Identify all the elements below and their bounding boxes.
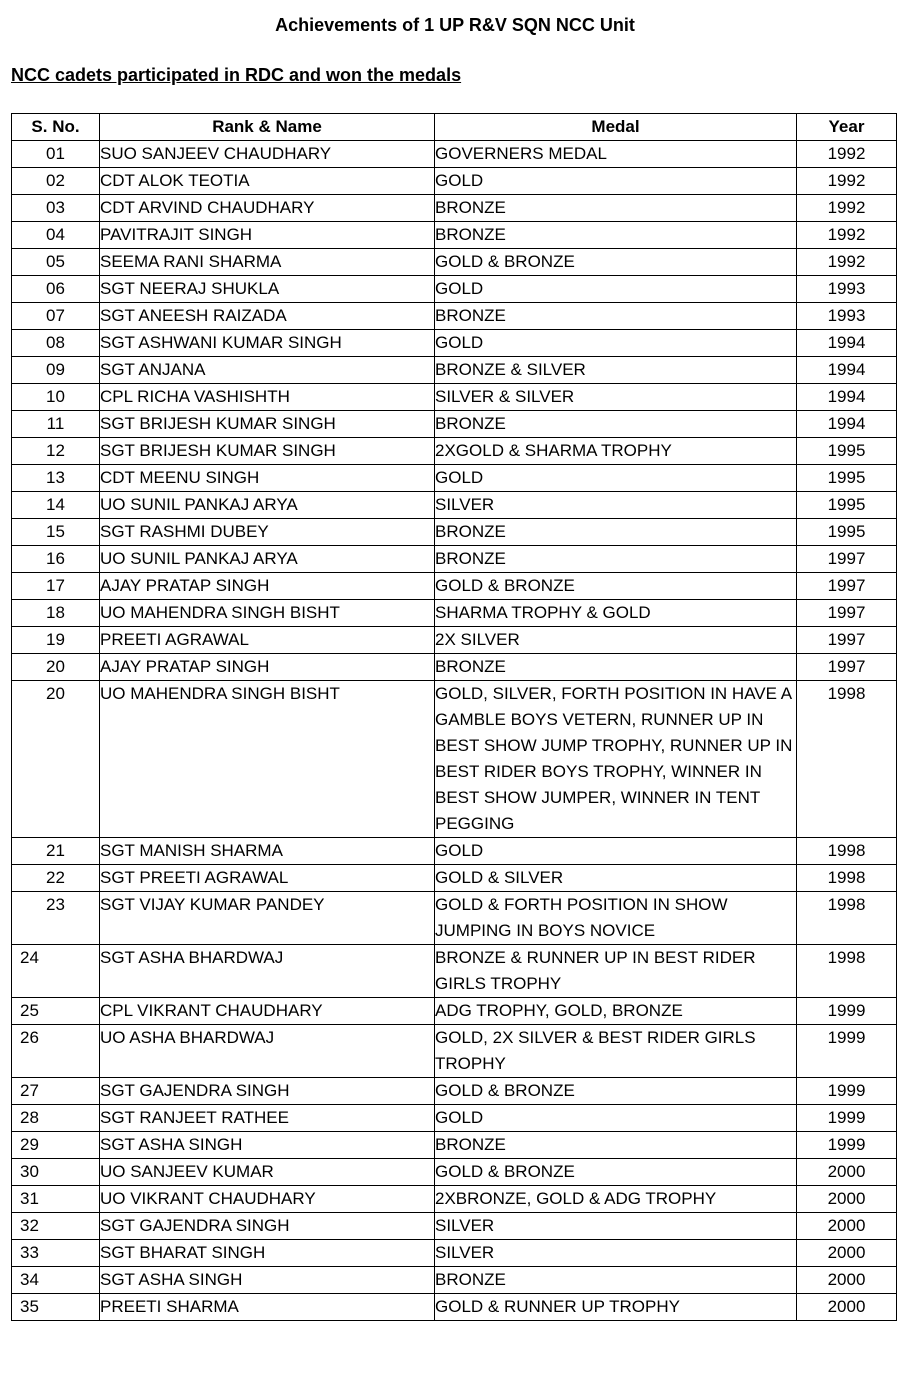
table-row xyxy=(12,141,897,168)
cell-sno: 08 xyxy=(12,330,100,357)
cell-sno: 29 xyxy=(12,1132,100,1159)
cell-sno: 27 xyxy=(12,1078,100,1105)
table-row xyxy=(12,945,897,998)
cell-rank-name: SGT ASHA BHARDWAJ xyxy=(100,945,435,998)
cell-medal: GOLD & BRONZE xyxy=(435,1078,797,1105)
cell-sno: 02 xyxy=(12,168,100,195)
table-row xyxy=(12,249,897,276)
cell-medal: SHARMA TROPHY & GOLD xyxy=(435,600,797,627)
table-row xyxy=(12,865,897,892)
cell-medal: GOLD & SILVER xyxy=(435,865,797,892)
cell-sno: 28 xyxy=(12,1105,100,1132)
cell-year: 1994 xyxy=(797,384,897,411)
cell-year: 1995 xyxy=(797,519,897,546)
cell-medal: BRONZE xyxy=(435,303,797,330)
cell-rank-name: SGT ASHA SINGH xyxy=(100,1267,435,1294)
cell-sno: 34 xyxy=(12,1267,100,1294)
cell-year: 1992 xyxy=(797,141,897,168)
cell-rank-name: SGT NEERAJ SHUKLA xyxy=(100,276,435,303)
cell-medal: BRONZE xyxy=(435,411,797,438)
cell-year: 2000 xyxy=(797,1186,897,1213)
cell-sno: 18 xyxy=(12,600,100,627)
cell-sno: 32 xyxy=(12,1213,100,1240)
table-row xyxy=(12,1186,897,1213)
cell-medal: GOLD xyxy=(435,276,797,303)
cell-rank-name: CDT ARVIND CHAUDHARY xyxy=(100,195,435,222)
table-row xyxy=(12,1159,897,1186)
cell-rank-name: CDT ALOK TEOTIA xyxy=(100,168,435,195)
cell-medal: BRONZE xyxy=(435,222,797,249)
table-row xyxy=(12,1294,897,1321)
cell-rank-name: SGT ASHA SINGH xyxy=(100,1132,435,1159)
cell-year: 1997 xyxy=(797,546,897,573)
cell-rank-name: SGT RANJEET RATHEE xyxy=(100,1105,435,1132)
table-row xyxy=(12,465,897,492)
cell-medal: BRONZE & RUNNER UP IN BEST RIDER GIRLS TROPHY xyxy=(435,945,797,998)
cell-sno: 30 xyxy=(12,1159,100,1186)
cell-medal: GOLD, SILVER, FORTH POSITION IN HAVE A GAMBLE BOYS VETERN, RUNNER UP IN BEST SHOW JUMP TROPHY, RUNNER UP IN BEST RIDER BOYS TROPHY, WINNER IN BEST SHOW JUMPER, WINNER IN TENT PEGGING xyxy=(435,681,797,838)
cell-year: 2000 xyxy=(797,1159,897,1186)
cell-rank-name: SGT BRIJESH KUMAR SINGH xyxy=(100,438,435,465)
cell-year: 1997 xyxy=(797,654,897,681)
cell-rank-name: SGT GAJENDRA SINGH xyxy=(100,1213,435,1240)
cell-rank-name: SGT ANEESH RAIZADA xyxy=(100,303,435,330)
cell-rank-name: SEEMA RANI SHARMA xyxy=(100,249,435,276)
table-header-row xyxy=(12,114,897,141)
table-row xyxy=(12,838,897,865)
cell-sno: 04 xyxy=(12,222,100,249)
cell-year: 1999 xyxy=(797,998,897,1025)
cell-year: 2000 xyxy=(797,1267,897,1294)
cell-medal: GOLD xyxy=(435,330,797,357)
cell-medal: GOLD xyxy=(435,1105,797,1132)
table-row xyxy=(12,681,897,838)
cell-medal: SILVER xyxy=(435,1240,797,1267)
cell-sno: 01 xyxy=(12,141,100,168)
table-row xyxy=(12,330,897,357)
cell-medal: BRONZE xyxy=(435,519,797,546)
cell-sno: 06 xyxy=(12,276,100,303)
cell-rank-name: SGT PREETI AGRAWAL xyxy=(100,865,435,892)
cell-sno: 26 xyxy=(12,1025,100,1078)
cell-year: 1998 xyxy=(797,865,897,892)
cell-year: 1995 xyxy=(797,465,897,492)
cell-sno: 31 xyxy=(12,1186,100,1213)
cell-rank-name: PAVITRAJIT SINGH xyxy=(100,222,435,249)
cell-sno: 22 xyxy=(12,865,100,892)
cell-rank-name: CPL VIKRANT CHAUDHARY xyxy=(100,998,435,1025)
table-row xyxy=(12,438,897,465)
cell-year: 1993 xyxy=(797,276,897,303)
cell-year: 1999 xyxy=(797,1025,897,1078)
cell-sno: 07 xyxy=(12,303,100,330)
cell-year: 2000 xyxy=(797,1240,897,1267)
document-title: Achievements of 1 UP R&V SQN NCC Unit xyxy=(275,15,635,35)
cell-year: 1999 xyxy=(797,1105,897,1132)
cell-year: 1997 xyxy=(797,627,897,654)
table-row xyxy=(12,573,897,600)
cell-rank-name: PREETI SHARMA xyxy=(100,1294,435,1321)
cell-sno: 10 xyxy=(12,384,100,411)
cell-rank-name: SUO SANJEEV CHAUDHARY xyxy=(100,141,435,168)
cell-year: 1992 xyxy=(797,195,897,222)
cell-medal: BRONZE & SILVER xyxy=(435,357,797,384)
cell-medal: GOLD & BRONZE xyxy=(435,249,797,276)
cell-year: 2000 xyxy=(797,1294,897,1321)
cell-rank-name: SGT ANJANA xyxy=(100,357,435,384)
cell-sno: 16 xyxy=(12,546,100,573)
cell-sno: 13 xyxy=(12,465,100,492)
table-row xyxy=(12,357,897,384)
header-sno: S. No. xyxy=(12,114,100,141)
cell-sno: 09 xyxy=(12,357,100,384)
header-medal: Medal xyxy=(435,114,797,141)
table-row xyxy=(12,1267,897,1294)
cell-medal: GOLD xyxy=(435,838,797,865)
cell-medal: SILVER xyxy=(435,1213,797,1240)
table-row xyxy=(12,492,897,519)
cell-year: 1992 xyxy=(797,168,897,195)
table-row xyxy=(12,1078,897,1105)
cell-year: 1995 xyxy=(797,492,897,519)
table-row xyxy=(12,998,897,1025)
cell-rank-name: SGT RASHMI DUBEY xyxy=(100,519,435,546)
cell-year: 1999 xyxy=(797,1132,897,1159)
cell-medal: GOLD & BRONZE xyxy=(435,573,797,600)
cell-year: 1998 xyxy=(797,838,897,865)
cell-sno: 35 xyxy=(12,1294,100,1321)
table-row xyxy=(12,1213,897,1240)
cell-medal: BRONZE xyxy=(435,654,797,681)
cell-year: 2000 xyxy=(797,1213,897,1240)
cell-medal: GOLD, 2X SILVER & BEST RIDER GIRLS TROPHY xyxy=(435,1025,797,1078)
cell-rank-name: SGT VIJAY KUMAR PANDEY xyxy=(100,892,435,945)
table-row xyxy=(12,303,897,330)
cell-rank-name: AJAY PRATAP SINGH xyxy=(100,573,435,600)
table-row xyxy=(12,1025,897,1078)
table-body xyxy=(12,141,897,1321)
section-heading: NCC cadets participated in RDC and won the medals xyxy=(11,65,462,85)
cell-rank-name: SGT BRIJESH KUMAR SINGH xyxy=(100,411,435,438)
cell-year: 1997 xyxy=(797,573,897,600)
medals-table xyxy=(11,113,897,1321)
cell-rank-name: PREETI AGRAWAL xyxy=(100,627,435,654)
cell-rank-name: CPL RICHA VASHISHTH xyxy=(100,384,435,411)
cell-sno: 19 xyxy=(12,627,100,654)
cell-year: 1992 xyxy=(797,222,897,249)
cell-year: 1994 xyxy=(797,357,897,384)
table-row xyxy=(12,627,897,654)
cell-medal: SILVER & SILVER xyxy=(435,384,797,411)
cell-sno: 14 xyxy=(12,492,100,519)
table-row xyxy=(12,519,897,546)
cell-rank-name: SGT MANISH SHARMA xyxy=(100,838,435,865)
cell-sno: 11 xyxy=(12,411,100,438)
cell-rank-name: UO SANJEEV KUMAR xyxy=(100,1159,435,1186)
cell-sno: 03 xyxy=(12,195,100,222)
cell-rank-name: UO MAHENDRA SINGH BISHT xyxy=(100,681,435,838)
cell-rank-name: UO MAHENDRA SINGH BISHT xyxy=(100,600,435,627)
cell-medal: BRONZE xyxy=(435,546,797,573)
cell-year: 1998 xyxy=(797,945,897,998)
cell-year: 1998 xyxy=(797,892,897,945)
header-year: Year xyxy=(797,114,897,141)
table-row xyxy=(12,546,897,573)
cell-sno: 23 xyxy=(12,892,100,945)
cell-year: 1998 xyxy=(797,681,897,838)
cell-rank-name: UO ASHA BHARDWAJ xyxy=(100,1025,435,1078)
cell-medal: GOLD & RUNNER UP TROPHY xyxy=(435,1294,797,1321)
cell-rank-name: SGT GAJENDRA SINGH xyxy=(100,1078,435,1105)
cell-sno: 12 xyxy=(12,438,100,465)
cell-sno: 20 xyxy=(12,654,100,681)
table-row xyxy=(12,276,897,303)
cell-sno: 33 xyxy=(12,1240,100,1267)
cell-rank-name: SGT BHARAT SINGH xyxy=(100,1240,435,1267)
cell-medal: GOLD & FORTH POSITION IN SHOW JUMPING IN BOYS NOVICE xyxy=(435,892,797,945)
cell-rank-name: AJAY PRATAP SINGH xyxy=(100,654,435,681)
table-row xyxy=(12,1132,897,1159)
table-row xyxy=(12,195,897,222)
cell-year: 1993 xyxy=(797,303,897,330)
cell-medal: GOLD & BRONZE xyxy=(435,1159,797,1186)
table-row xyxy=(12,892,897,945)
cell-year: 1999 xyxy=(797,1078,897,1105)
table-row xyxy=(12,654,897,681)
table-row xyxy=(12,1105,897,1132)
cell-year: 1994 xyxy=(797,330,897,357)
cell-sno: 20 xyxy=(12,681,100,838)
table-row xyxy=(12,168,897,195)
cell-rank-name: SGT ASHWANI KUMAR SINGH xyxy=(100,330,435,357)
cell-sno: 21 xyxy=(12,838,100,865)
cell-medal: 2XBRONZE, GOLD & ADG TROPHY xyxy=(435,1186,797,1213)
table-row xyxy=(12,222,897,249)
cell-medal: 2XGOLD & SHARMA TROPHY xyxy=(435,438,797,465)
cell-sno: 24 xyxy=(12,945,100,998)
header-rank-name: Rank & Name xyxy=(100,114,435,141)
table-row xyxy=(12,384,897,411)
cell-year: 1992 xyxy=(797,249,897,276)
cell-medal: BRONZE xyxy=(435,195,797,222)
cell-year: 1994 xyxy=(797,411,897,438)
cell-sno: 25 xyxy=(12,998,100,1025)
table-row xyxy=(12,600,897,627)
cell-medal: BRONZE xyxy=(435,1267,797,1294)
cell-rank-name: UO VIKRANT CHAUDHARY xyxy=(100,1186,435,1213)
cell-sno: 05 xyxy=(12,249,100,276)
table-row xyxy=(12,1240,897,1267)
cell-rank-name: CDT MEENU SINGH xyxy=(100,465,435,492)
cell-medal: ADG TROPHY, GOLD, BRONZE xyxy=(435,998,797,1025)
cell-medal: GOLD xyxy=(435,168,797,195)
cell-year: 1997 xyxy=(797,600,897,627)
cell-rank-name: UO SUNIL PANKAJ ARYA xyxy=(100,546,435,573)
table-row xyxy=(12,411,897,438)
cell-rank-name: UO SUNIL PANKAJ ARYA xyxy=(100,492,435,519)
cell-sno: 15 xyxy=(12,519,100,546)
cell-medal: GOLD xyxy=(435,465,797,492)
cell-medal: SILVER xyxy=(435,492,797,519)
cell-sno: 17 xyxy=(12,573,100,600)
cell-medal: GOVERNERS MEDAL xyxy=(435,141,797,168)
cell-medal: 2X SILVER xyxy=(435,627,797,654)
cell-year: 1995 xyxy=(797,438,897,465)
cell-medal: BRONZE xyxy=(435,1132,797,1159)
